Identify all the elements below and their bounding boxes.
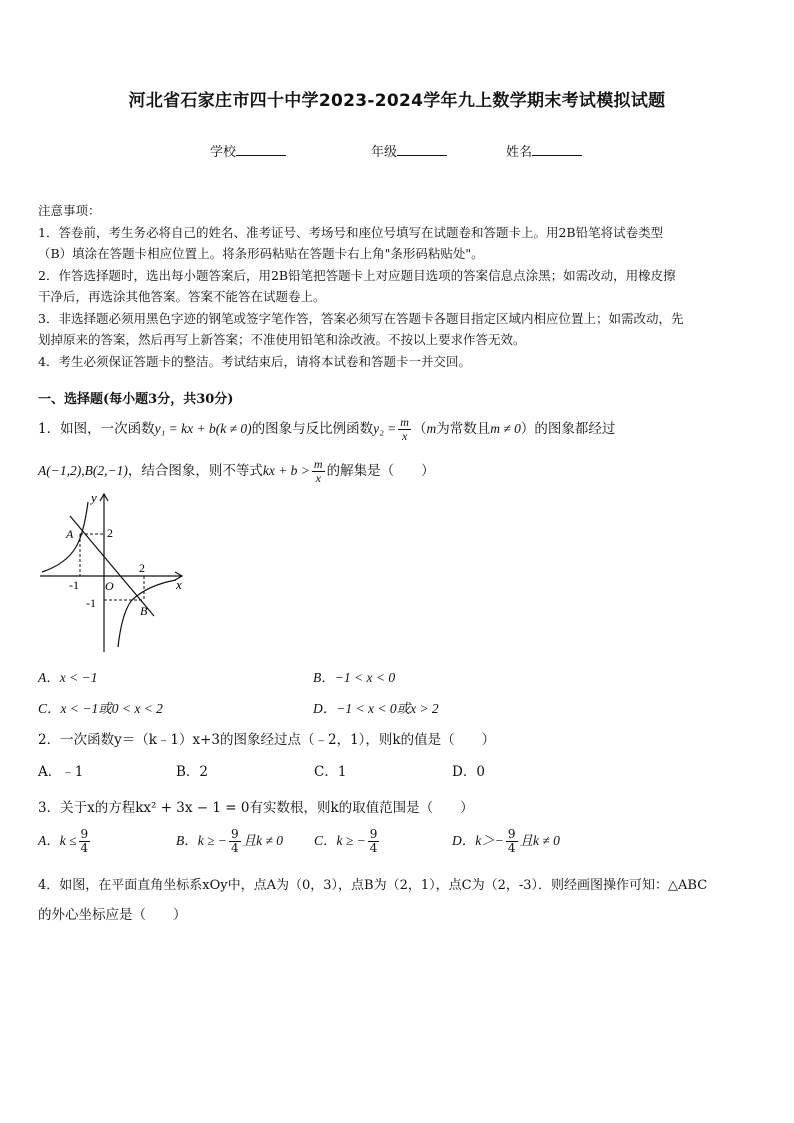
notice-line: 3．非选择题必须用黑色字迹的钢笔或签字笔作答，答案必须写在答题卡各题目指定区域内相应位置上；如需改动，先 bbox=[38, 310, 684, 326]
notice-heading: 注意事项： bbox=[38, 203, 101, 218]
hyperbola-upper-left bbox=[42, 502, 88, 572]
tick-y-neg1: -1 bbox=[86, 596, 96, 610]
question-4-line-1: 4．如图，在平面直角坐标系xOy中，点A为（0，3），点B为（2，1），点C为（2，-3）．则经画图操作可知：△ABC bbox=[38, 878, 708, 893]
q1-text: （ bbox=[412, 421, 427, 437]
question-1-line-2 bbox=[38, 458, 435, 485]
frac-den: 4 bbox=[80, 841, 89, 855]
point-a-label: A bbox=[66, 527, 74, 541]
q3-option-b[interactable] bbox=[176, 828, 283, 855]
frac-num: 9 bbox=[80, 827, 89, 841]
frac-den: 4 bbox=[231, 841, 239, 855]
school-blank bbox=[236, 143, 286, 156]
q2-option-b[interactable]: B．2 bbox=[176, 764, 209, 780]
frac-num: 9 bbox=[369, 827, 378, 841]
q1-func2: y₂ = bbox=[373, 421, 397, 436]
q1-points: A(−1,2),B(2,−1) bbox=[38, 463, 128, 478]
q3-option-d[interactable] bbox=[452, 828, 560, 855]
question-3-stem: 3．关于x的方程kx² + 3x − 1 = 0有实数根，则k的取值范围是（ ） bbox=[38, 800, 474, 816]
grade-label: 年级 bbox=[371, 145, 398, 160]
q1-text: ，结合图象，则不等式 bbox=[127, 463, 263, 479]
notice-line: 2．作答选择题时，选出每小题答案后，用2B铅笔把答题卡上对应题目选项的答案信息点涂黑；如需改动，用橡皮擦 bbox=[38, 267, 676, 283]
q1-cond: m ≠ 0 bbox=[490, 421, 521, 436]
q3-option-a[interactable] bbox=[38, 828, 92, 855]
point-b-label: B bbox=[140, 604, 148, 618]
q1-fraction bbox=[312, 458, 325, 485]
q3-option-c[interactable] bbox=[314, 828, 381, 855]
origin-label: O bbox=[105, 579, 114, 593]
question-4-line-2: 的外心坐标应是（ ） bbox=[38, 907, 187, 923]
opt-text: D．k＞− bbox=[452, 833, 504, 848]
notice-line: 干净后，再选涂其他答案。答案不能答在试题卷上。 bbox=[38, 289, 326, 304]
q1-option-b[interactable]: B．−1 < x < 0 bbox=[313, 670, 396, 685]
name-blank bbox=[532, 143, 582, 156]
tick-x-neg1: -1 bbox=[69, 578, 79, 592]
name-field bbox=[506, 141, 582, 160]
question-1-line-1 bbox=[38, 416, 615, 443]
q1-fraction bbox=[398, 416, 411, 443]
q1-text: 的解集是（ ） bbox=[326, 463, 435, 479]
function-graph bbox=[36, 488, 196, 656]
q2-option-d[interactable]: D．0 bbox=[452, 764, 485, 780]
notice-line: 划掉原来的答案，然后再写上新答案；不准使用铅笔和涂改液。不按以上要求作答无效。 bbox=[38, 332, 526, 347]
q1-text: 1．如图，一次函数 bbox=[38, 421, 155, 437]
frac-num: 9 bbox=[507, 827, 516, 841]
q1-text: 为常数且 bbox=[436, 421, 491, 437]
q1-func1: y₁ = kx + b(k ≠ 0) bbox=[154, 421, 252, 436]
notice-line: （B）填涂在答题卡相应位置上。将条形码粘贴在答题卡右上角"条形码粘贴处"。 bbox=[38, 246, 484, 261]
tick-y-2: 2 bbox=[107, 526, 113, 540]
opt-text: B．k ≥ − bbox=[176, 833, 228, 848]
section-title: 一、选择题(每小题3分，共30分) bbox=[38, 392, 234, 407]
q1-option-c[interactable]: C．x < −1或0 < x < 2 bbox=[38, 701, 163, 716]
y-axis-label: y bbox=[91, 490, 97, 505]
grade-blank bbox=[397, 143, 447, 156]
frac-num: m bbox=[313, 457, 323, 471]
frac-num: 9 bbox=[231, 827, 239, 841]
opt-text: A．k ≤ bbox=[38, 833, 77, 848]
q2-option-c[interactable]: C．1 bbox=[314, 764, 347, 780]
q1-option-d[interactable]: D．−1 < x < 0或x > 2 bbox=[313, 701, 439, 716]
name-label: 姓名 bbox=[506, 145, 533, 160]
page-title: 河北省石家庄市四十中学2023-2024学年九上数学期末考试模拟试题 bbox=[128, 91, 666, 111]
notice-line: 1．答卷前，考生务必将自己的姓名、准考证号、考场号和座位号填写在试题卷和答题卡上。用2B铅笔将试卷类型 bbox=[38, 224, 664, 240]
notice-block bbox=[38, 200, 760, 372]
frac-num: m bbox=[400, 415, 409, 429]
q1-option-a[interactable]: A．x < −1 bbox=[38, 670, 98, 685]
school-field bbox=[210, 141, 286, 160]
x-axis-label: x bbox=[176, 577, 182, 592]
school-label: 学校 bbox=[210, 145, 237, 160]
frac-den: x bbox=[401, 429, 408, 443]
opt-fraction bbox=[368, 828, 380, 855]
opt-fraction bbox=[506, 828, 518, 855]
grade-field bbox=[371, 141, 447, 160]
q1-inequality: kx + b > bbox=[262, 463, 310, 478]
notice-line: 4．考生必须保证答题卡的整洁。考试结束后，请将本试卷和答题卡一并交回。 bbox=[38, 353, 471, 369]
q2-option-a[interactable]: A．﹣1 bbox=[38, 764, 84, 780]
opt-text: C．k ≥ − bbox=[314, 833, 366, 848]
frac-den: x bbox=[315, 471, 321, 485]
question-2-stem: 2．一次函数y＝（k﹣1）x+3的图象经过点（﹣2，1），则k的值是（ ） bbox=[38, 732, 496, 748]
frac-den: 4 bbox=[507, 841, 516, 855]
opt-fraction bbox=[229, 828, 241, 855]
q1-m: m bbox=[426, 421, 437, 436]
tick-x-2: 2 bbox=[139, 561, 145, 575]
q1-text: 的图象与反比例函数 bbox=[251, 421, 374, 437]
opt-text: 且k ≠ 0 bbox=[242, 833, 284, 848]
q1-text: ）的图象都经过 bbox=[520, 421, 616, 437]
opt-text: 且k ≠ 0 bbox=[519, 833, 560, 848]
opt-fraction bbox=[79, 828, 91, 855]
frac-den: 4 bbox=[369, 841, 378, 855]
